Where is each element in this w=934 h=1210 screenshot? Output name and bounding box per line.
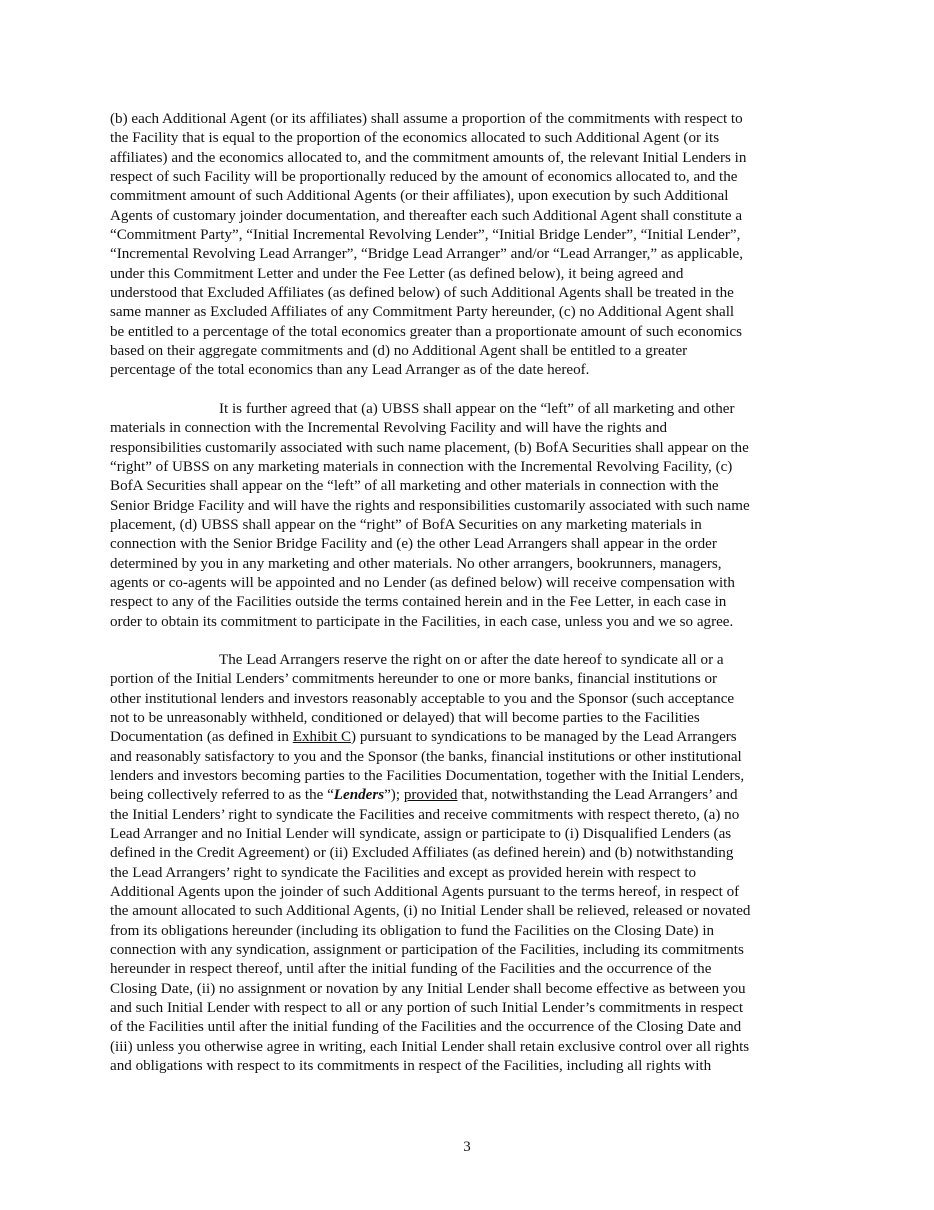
text-line: Additional Agents upon the joinder of such Additional Agents pursuant to the terms hereof, in respect of (110, 884, 740, 901)
paragraph-marketing-placement (110, 400, 826, 632)
text-line: “Commitment Party”, “Initial Incremental Revolving Lender”, “Initial Bridge Lender”, “Initial Lender”, (110, 227, 741, 244)
text-line: under this Commitment Letter and under the Fee Letter (as defined below), it being agreed and (110, 265, 684, 282)
text-line: the Facility that is equal to the proportion of the economics allocated to such Additional Agent (or its (110, 130, 720, 147)
text-line: commitment amount of such Additional Agents (or their affiliates), upon execution by such Additional (110, 188, 729, 205)
text-line: the Initial Lenders’ right to syndicate the Facilities and receive commitments with respect thereto, (a) no (110, 806, 740, 823)
text-line: percentage of the total economics than any Lead Arranger as of the date hereof. (110, 362, 590, 379)
text-line: Closing Date, (ii) no assignment or novation by any Initial Lender shall become effective as between you (110, 980, 746, 997)
text-line: (iii) unless you otherwise agree in writing, each Initial Lender shall retain exclusive control over all rights (110, 1038, 750, 1055)
text-segment: that, notwithstanding the Lead Arrangers’ and (457, 787, 738, 804)
text-line: BofA Securities shall appear on the “left” of all marketing and other materials in connection with the (110, 478, 719, 495)
text-line: connection with the Senior Bridge Facility and (e) the other Lead Arrangers shall appear in the order (110, 536, 717, 553)
text-line: other institutional lenders and investors reasonably acceptable to you and the Sponsor (such acceptance (110, 690, 735, 707)
text-line: the amount allocated to such Additional Agents, (i) no Initial Lender shall be relieved, released or novated (110, 903, 751, 920)
text-line: connection with any syndication, assignment or participation of the Facilities, including its commitments (110, 942, 744, 959)
text-line: based on their aggregate commitments and (d) no Additional Agent shall be entitled to a greater (110, 343, 688, 360)
text-line: (b) each Additional Agent (or its affiliates) shall assume a proportion of the commitments with respect to (110, 111, 743, 127)
text-line: be entitled to a percentage of the total economics greater than a proportionate amount of such economics (110, 323, 743, 340)
text-line: “right” of UBSS on any marketing materials in connection with the Incremental Revolving Facility, (c) (110, 458, 733, 475)
text-line: It is further agreed that (a) UBSS shall appear on the “left” of all marketing and other (219, 400, 735, 417)
text-line: of the Facilities until after the initial funding of the Facilities and the occurrence of the Closing Date and (110, 1019, 742, 1036)
text-line: and such Initial Lender with respect to all or any portion of such Initial Lender’s commitments in respect (110, 1000, 744, 1017)
text-segment: ”); (384, 787, 404, 804)
text-segment: being collectively referred to as the “ (110, 787, 334, 804)
text-line: Agents of customary joinder documentation, and thereafter each such Additional Agent shall constitute a (110, 207, 743, 224)
text-line: and obligations with respect to its commitments in respect of the Facilities, including all rights with (110, 1058, 712, 1075)
text-line: materials in connection with the Incremental Revolving Facility and will have the rights and (110, 420, 668, 437)
paragraph-additional-agents (110, 110, 826, 381)
text-line: placement, (d) UBSS shall appear on the “right” of BofA Securities on any marketing materials in (110, 516, 702, 533)
text-line: respect to any of the Facilities outside the terms contained herein and in the Fee Letter, in each case in (110, 594, 727, 611)
text-line: determined by you in any marketing and other materials. No other arrangers, bookrunners, managers, (110, 555, 722, 572)
page-number: 3 (463, 1139, 471, 1155)
exhibit-c-reference: Exhibit C (292, 729, 352, 746)
text-line: hereunder in respect thereof, until after the initial funding of the Facilities and the occurrence of the (110, 961, 712, 978)
text-line (110, 786, 826, 805)
text-line (110, 728, 826, 747)
text-line: “Incremental Revolving Lead Arranger”, “Bridge Lead Arranger” and/or “Lead Arranger,” as applicable, (110, 246, 744, 263)
text-line: Senior Bridge Facility and will have the rights and responsibilities customarily associated with such name (110, 497, 750, 514)
text-line: from its obligations hereunder (including its obligation to fund the Facilities on the Closing Date) in (110, 922, 715, 939)
text-segment: ) pursuant to syndications to be managed by the Lead Arrangers (351, 729, 737, 746)
text-line: portion of the Initial Lenders’ commitments hereunder to one or more banks, financial institutions or (110, 671, 718, 688)
provided-term: provided (403, 787, 458, 804)
text-line: the Lead Arrangers’ right to syndicate the Facilities and except as provided herein with respect to (110, 864, 697, 881)
text-segment: Documentation (as defined in (110, 729, 293, 746)
text-line: Lead Arranger and no Initial Lender will syndicate, assign or participate to (i) Disqualified Lenders (as (110, 826, 732, 843)
text-line: not to be unreasonably withheld, conditioned or delayed) that will become parties to the Facilities (110, 709, 700, 726)
text-line: and reasonably satisfactory to you and the Sponsor (the banks, financial institutions or other institutional (110, 748, 742, 765)
text-line: understood that Excluded Affiliates (as defined below) of such Additional Agents shall be treated in the (110, 285, 734, 302)
defined-term-lenders: Lenders (333, 787, 385, 804)
text-line: defined in the Credit Agreement) or (ii) Excluded Affiliates (as defined herein) and (b) notwithstanding (110, 845, 734, 862)
text-line: The Lead Arrangers reserve the right on or after the date hereof to syndicate all or a (219, 651, 724, 668)
paragraph-syndication (110, 651, 826, 1077)
document-page (110, 110, 826, 1096)
text-line: responsibilities customarily associated with such name placement, (b) BofA Securities shall appear on the (110, 439, 749, 456)
text-line: agents or co-agents will be appointed and no Lender (as defined below) will receive compensation with (110, 574, 735, 591)
text-line: same manner as Excluded Affiliates of any Commitment Party hereunder, (c) no Additional Agent shall (110, 304, 735, 321)
text-line: lenders and investors becoming parties to the Facilities Documentation, together with the Initial Lenders, (110, 768, 745, 784)
text-line: order to obtain its commitment to participate in the Facilities, in each case, unless you and we so agree. (110, 613, 734, 630)
text-line: respect of such Facility will be proportionally reduced by the amount of economics allocated to, and the (110, 169, 738, 186)
text-line: affiliates) and the economics allocated to, and the commitment amounts of, the relevant Initial Lenders in (110, 149, 747, 166)
